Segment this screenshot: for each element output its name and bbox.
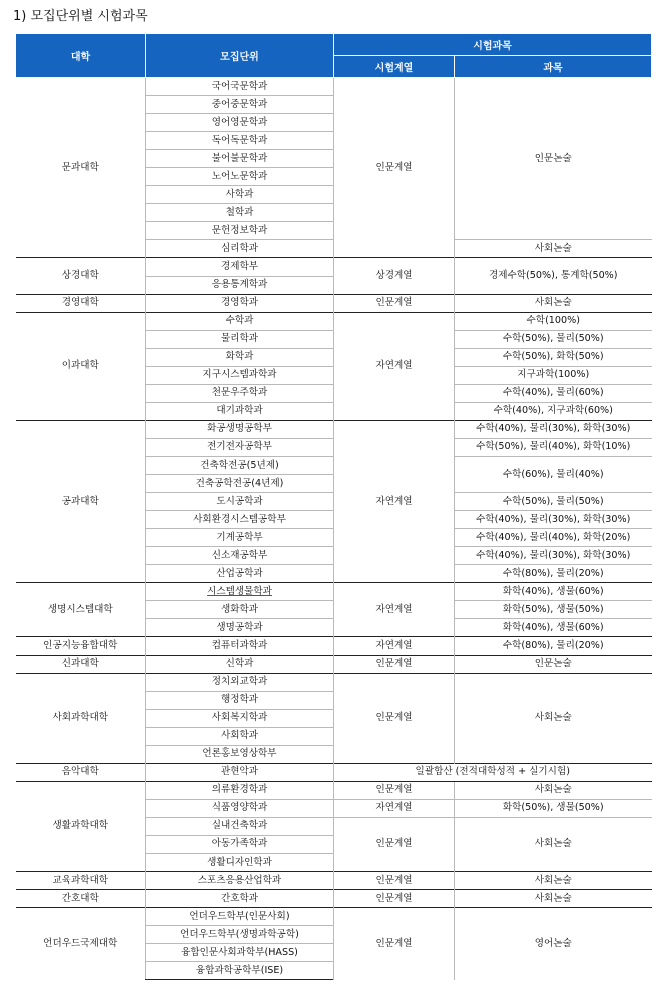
unit-cell: 관현악과 [146, 763, 334, 781]
unit-cell: 건축공학전공(4년제) [146, 475, 334, 493]
unit-cell: 불어불문학과 [146, 150, 334, 168]
unit-cell: 언더우드학부(인문사회) [146, 908, 334, 926]
table-row [16, 655, 652, 673]
subject-cell: 수학(40%), 물리(40%), 화학(20%) [455, 529, 652, 547]
track-cell: 인문계열 [334, 78, 455, 258]
table-row [16, 78, 652, 96]
header-subject: 과목 [455, 56, 652, 78]
track-cell: 자연계열 [334, 420, 455, 582]
unit-cell: 생활디자인학과 [146, 854, 334, 872]
header-track: 시험계열 [334, 56, 455, 78]
unit-cell: 응용통계학과 [146, 276, 334, 294]
subject-cell: 수학(50%), 물리(50%) [455, 330, 652, 348]
unit-cell: 산업공학과 [146, 565, 334, 583]
unit-cell: 철학과 [146, 204, 334, 222]
subject-cell: 지구과학(100%) [455, 366, 652, 384]
subject-cell: 수학(50%), 물리(50%) [455, 493, 652, 511]
track-cell: 인문계열 [334, 673, 455, 763]
unit-cell: 생화학과 [146, 601, 334, 619]
unit-cell: 언론홍보영상학부 [146, 745, 334, 763]
unit-cell: 수학과 [146, 312, 334, 330]
subject-cell: 화학(40%), 생물(60%) [455, 583, 652, 601]
unit-cell: 심리학과 [146, 240, 334, 258]
subject-cell: 수학(40%), 물리(30%), 화학(30%) [455, 511, 652, 529]
subject-cell: 화학(40%), 생물(60%) [455, 619, 652, 637]
unit-cell: 컴퓨터과학과 [146, 637, 334, 655]
unit-cell: 융합인문사회과학부(HASS) [146, 944, 334, 962]
college-cell: 교육과학대학 [16, 872, 146, 890]
unit-cell: 노어노문학과 [146, 168, 334, 186]
college-cell: 신과대학 [16, 655, 146, 673]
unit-cell: 화학과 [146, 348, 334, 366]
unit-cell: 식품영양학과 [146, 799, 334, 817]
unit-cell: 신소재공학부 [146, 547, 334, 565]
exam-subjects-table [15, 33, 652, 980]
unit-cell: 실내건축학과 [146, 817, 334, 835]
subject-cell: 수학(50%), 화학(50%) [455, 348, 652, 366]
table-row [16, 258, 652, 276]
unit-cell: 국어국문학과 [146, 78, 334, 96]
unit-cell: 아동가족학과 [146, 835, 334, 853]
college-cell: 사회과학대학 [16, 673, 146, 763]
table-row [16, 890, 652, 908]
college-cell: 공과대학 [16, 420, 146, 582]
table-row [16, 637, 652, 655]
unit-cell: 물리학과 [146, 330, 334, 348]
table-row [16, 781, 652, 799]
unit-cell: 융합과학공학부(ISE) [146, 962, 334, 980]
subject-cell: 화학(50%), 생물(50%) [455, 601, 652, 619]
unit-cell: 경영학과 [146, 294, 334, 312]
subject-cell: 인문논술 [455, 655, 652, 673]
college-cell: 생활과학대학 [16, 781, 146, 871]
unit-cell: 사학과 [146, 186, 334, 204]
college-cell: 간호대학 [16, 890, 146, 908]
unit-cell: 시스템생물학과 [146, 583, 334, 601]
unit-cell: 생명공학과 [146, 619, 334, 637]
unit-cell: 언더우드학부(생명과학공학) [146, 926, 334, 944]
merged-exam-cell: 일괄합산 (전적대학성적 + 실기시험) [334, 763, 652, 781]
subject-cell: 사회논술 [455, 817, 652, 871]
subject-cell: 영어논술 [455, 908, 652, 980]
unit-cell: 기계공학부 [146, 529, 334, 547]
college-cell: 상경대학 [16, 258, 146, 294]
unit-cell: 지구시스템과학과 [146, 366, 334, 384]
track-cell: 자연계열 [334, 583, 455, 637]
subject-cell: 수학(40%), 지구과학(60%) [455, 402, 652, 420]
subject-cell: 사회논술 [455, 294, 652, 312]
subject-cell: 수학(80%), 물리(20%) [455, 565, 652, 583]
college-cell: 음악대학 [16, 763, 146, 781]
subject-cell: 수학(50%), 물리(40%), 화학(10%) [455, 438, 652, 456]
table-row [16, 673, 652, 691]
subject-cell: 사회논술 [455, 673, 652, 763]
table-row [16, 420, 652, 438]
track-cell: 인문계열 [334, 872, 455, 890]
table-row [16, 583, 652, 601]
college-cell: 문과대학 [16, 78, 146, 258]
unit-cell: 스포츠응용산업학과 [146, 872, 334, 890]
track-cell: 자연계열 [334, 799, 455, 817]
subject-cell: 수학(40%), 물리(30%), 화학(30%) [455, 547, 652, 565]
unit-cell: 사회환경시스템공학부 [146, 511, 334, 529]
track-cell: 자연계열 [334, 312, 455, 420]
unit-cell: 독어독문학과 [146, 132, 334, 150]
college-cell: 이과대학 [16, 312, 146, 420]
header-college: 대학 [16, 34, 146, 78]
unit-cell: 간호학과 [146, 890, 334, 908]
unit-cell: 전기전자공학부 [146, 438, 334, 456]
table-body [16, 78, 652, 980]
unit-cell: 건축학전공(5년제) [146, 456, 334, 474]
subject-cell: 사회논술 [455, 240, 652, 258]
table-row [16, 872, 652, 890]
header-unit: 모집단위 [146, 34, 334, 78]
unit-cell: 중어중문학과 [146, 96, 334, 114]
table-row [16, 763, 652, 781]
track-cell: 인문계열 [334, 781, 455, 799]
section-title: 1) 모집단위별 시험과목 [13, 9, 148, 24]
subject-cell: 수학(40%), 물리(60%) [455, 384, 652, 402]
subject-cell: 수학(80%), 물리(20%) [455, 637, 652, 655]
unit-cell: 정치외교학과 [146, 673, 334, 691]
header-exam: 시험과목 [334, 34, 652, 56]
unit-cell: 경제학부 [146, 258, 334, 276]
subject-cell: 사회논술 [455, 890, 652, 908]
college-cell: 인공지능융합대학 [16, 637, 146, 655]
track-cell: 상경계열 [334, 258, 455, 294]
subject-cell: 사회논술 [455, 872, 652, 890]
table-row [16, 312, 652, 330]
track-cell: 인문계열 [334, 294, 455, 312]
unit-cell: 화공생명공학부 [146, 420, 334, 438]
track-cell: 인문계열 [334, 908, 455, 980]
unit-cell: 영어영문학과 [146, 114, 334, 132]
subject-cell: 사회논술 [455, 781, 652, 799]
subject-cell: 수학(60%), 물리(40%) [455, 456, 652, 492]
unit-cell: 문헌정보학과 [146, 222, 334, 240]
unit-cell: 사회복지학과 [146, 709, 334, 727]
track-cell: 인문계열 [334, 655, 455, 673]
unit-cell: 도시공학과 [146, 493, 334, 511]
unit-cell: 천문우주학과 [146, 384, 334, 402]
track-cell: 인문계열 [334, 890, 455, 908]
college-cell: 언더우드국제대학 [16, 908, 146, 980]
college-cell: 경영대학 [16, 294, 146, 312]
table-row [16, 294, 652, 312]
subject-cell: 수학(100%) [455, 312, 652, 330]
unit-cell: 대기과학과 [146, 402, 334, 420]
unit-cell: 사회학과 [146, 727, 334, 745]
unit-cell: 의류환경학과 [146, 781, 334, 799]
unit-cell: 행정학과 [146, 691, 334, 709]
college-cell: 생명시스템대학 [16, 583, 146, 637]
subject-cell: 인문논술 [455, 78, 652, 240]
track-cell: 자연계열 [334, 637, 455, 655]
track-cell: 인문계열 [334, 817, 455, 871]
subject-cell: 수학(40%), 물리(30%), 화학(30%) [455, 420, 652, 438]
subject-cell: 경제수학(50%), 통계학(50%) [455, 258, 652, 294]
unit-cell: 신학과 [146, 655, 334, 673]
table-row [16, 908, 652, 926]
subject-cell: 화학(50%), 생물(50%) [455, 799, 652, 817]
